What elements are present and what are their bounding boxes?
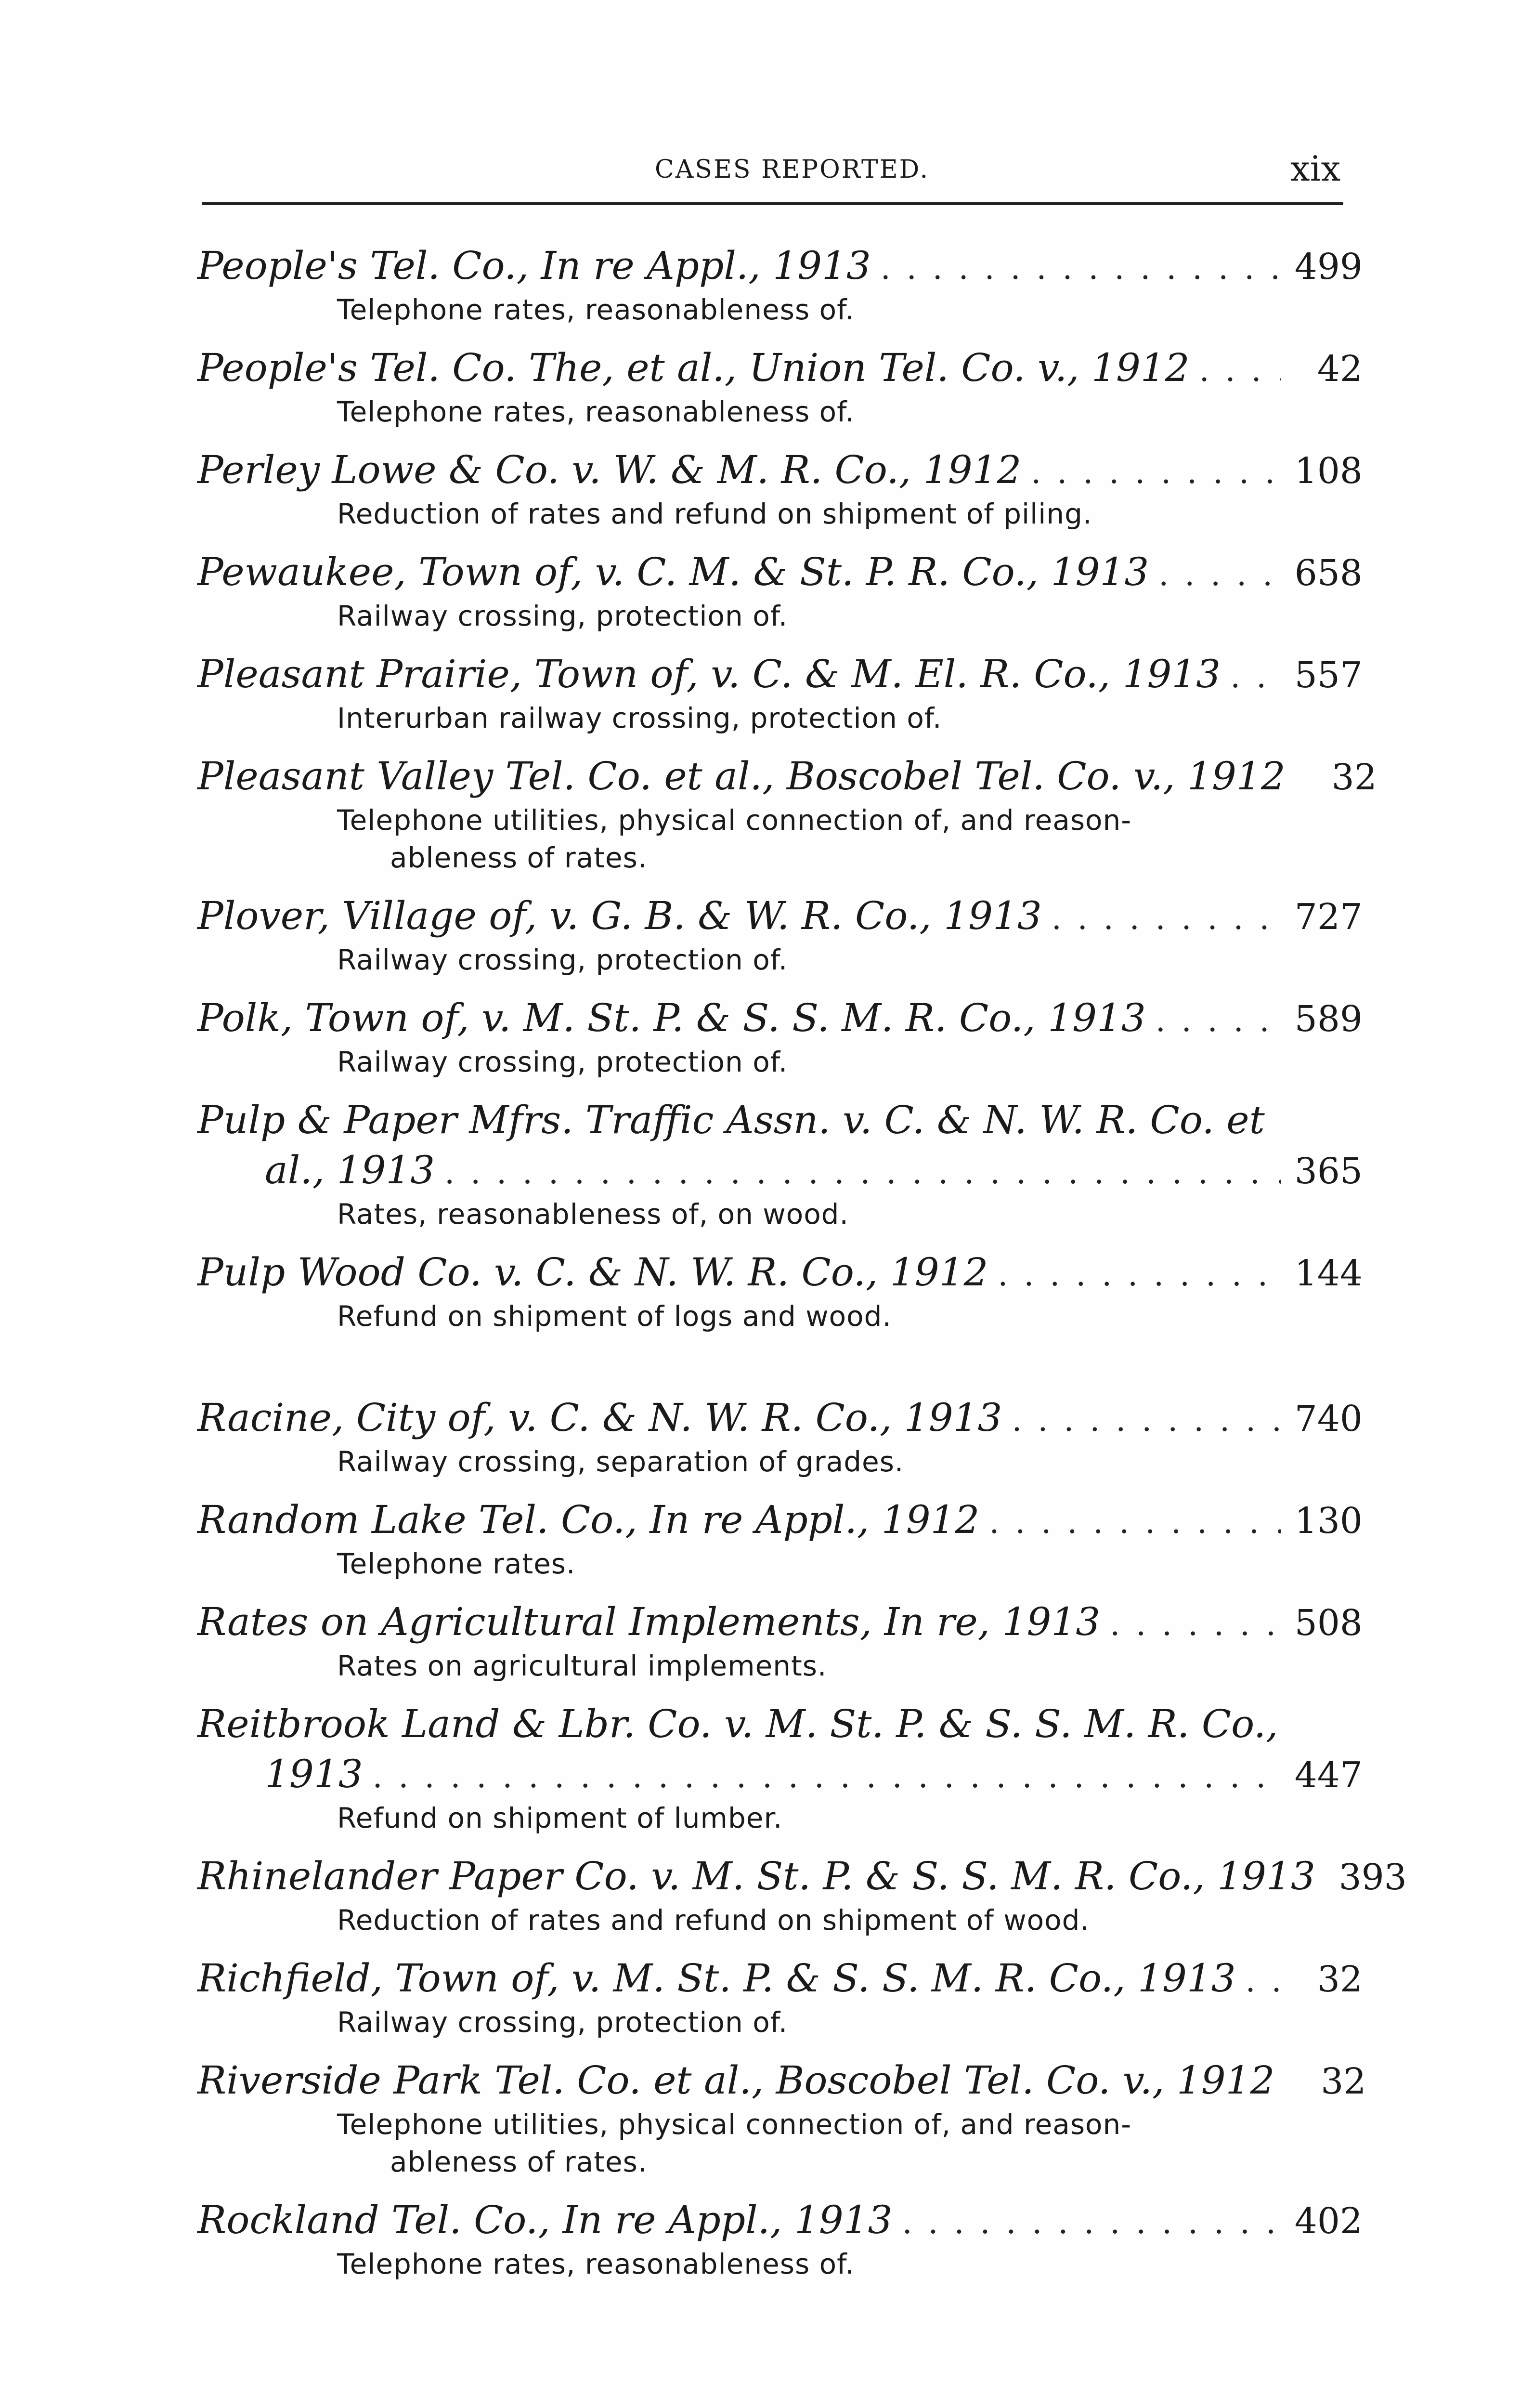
dot-leader — [998, 1250, 1281, 1300]
case-title: Plover, Village of, v. G. B. & W. R. Co., 1913 — [197, 893, 1042, 938]
page-reference: 32 — [1331, 757, 1377, 798]
case-title: Racine, City of, v. C. & N. W. R. Co., 1913 — [197, 1395, 1002, 1440]
case-entry — [197, 1247, 1363, 1335]
case-title: People's Tel. Co., In re Appl., 1913 — [197, 243, 871, 288]
dot-leader — [373, 1752, 1281, 1802]
case-title: Pulp Wood Co. v. C. & N. W. R. Co., 1912 — [197, 1250, 988, 1295]
case-title: Richfield, Town of, v. M. St. P. & S. S. M. R. Co., 1913 — [197, 1956, 1236, 2001]
case-topic: Refund on shipment of logs and wood. — [337, 1300, 892, 1333]
case-entry — [197, 1953, 1363, 2041]
case-topic: Railway crossing, protection of. — [337, 1046, 788, 1078]
page-number: xix — [1290, 148, 1341, 189]
case-entry — [197, 343, 1363, 431]
case-entry — [197, 1495, 1363, 1583]
case-topic: Telephone rates, reasonableness of. — [337, 395, 855, 428]
dot-leader — [1031, 447, 1281, 497]
case-entry — [197, 751, 1377, 877]
case-topic — [197, 2106, 1363, 2181]
page-reference: 393 — [1338, 1857, 1407, 1898]
page-reference: 32 — [1321, 2061, 1366, 2102]
case-entry — [197, 547, 1363, 635]
dot-leader — [1156, 995, 1281, 1046]
case-title: Reitbrook Land & Lbr. Co. v. M. St. P. & S. S. M. R. Co., — [197, 1701, 1278, 1746]
page-reference: 108 — [1294, 450, 1363, 492]
case-topic-line: Telephone utilities, physical connection of, and reason- — [337, 804, 1132, 837]
case-topic: Rates, reasonableness of, on wood. — [337, 1198, 849, 1230]
case-title-continuation: al., 1913 — [265, 1148, 435, 1192]
case-topic: Reduction of rates and refund on shipment of wood. — [337, 1904, 1090, 1937]
page-reference: 402 — [1294, 2200, 1363, 2242]
page-reference: 130 — [1294, 1500, 1363, 1542]
running-head: CASES REPORTED. — [655, 155, 930, 184]
case-title: Perley Lowe & Co. v. W. & M. R. Co., 1912 — [197, 447, 1022, 492]
page-reference: 447 — [1294, 1754, 1363, 1796]
case-topic-continuation: ableness of rates. — [390, 841, 648, 874]
page-reference: 42 — [1317, 348, 1363, 390]
case-topic-line: Telephone utilities, physical connection of, and reason- — [337, 2108, 1132, 2141]
page-reference: 499 — [1294, 246, 1363, 288]
page-reference: 508 — [1294, 1602, 1363, 1644]
case-title: Rhinelander Paper Co. v. M. St. P. & S. S. M. R. Co., 1913 — [197, 1854, 1315, 1898]
case-title: Rates on Agricultural Implements, In re, 1913 — [197, 1599, 1101, 1644]
case-index — [197, 241, 1407, 2297]
case-title: People's Tel. Co. The, et al., Union Tel. Co. v., 1912 — [197, 345, 1190, 390]
case-title: Riverside Park Tel. Co. et al., Boscobel Tel. Co. v., 1912 — [197, 2058, 1275, 2103]
case-entry — [197, 2195, 1363, 2283]
case-topic: Telephone rates, reasonableness of. — [337, 2248, 855, 2280]
case-topic: Railway crossing, protection of. — [337, 600, 788, 632]
case-title: Pulp & Paper Mfrs. Traffic Assn. v. C. & N. W. R. Co. et — [197, 1098, 1265, 1142]
case-title: Pewaukee, Town of, v. C. M. & St. P. R. Co., 1913 — [197, 550, 1149, 594]
page-reference: 144 — [1294, 1253, 1363, 1294]
page-reference: 740 — [1294, 1398, 1363, 1440]
case-topic — [197, 801, 1363, 877]
case-title: Pleasant Valley Tel. Co. et al., Boscobel Tel. Co. v., 1912 — [197, 754, 1286, 798]
dot-leader — [1199, 345, 1281, 395]
header-rule — [202, 202, 1343, 205]
case-topic: Reduction of rates and refund on shipment of piling. — [337, 497, 1092, 530]
case-title: Polk, Town of, v. M. St. P. & S. S. M. R. Co., 1913 — [197, 995, 1146, 1040]
page-reference: 589 — [1294, 998, 1363, 1040]
case-entry — [197, 891, 1363, 979]
case-topic: Rates on agricultural implements. — [337, 1649, 827, 1682]
dot-leader — [902, 2198, 1281, 2248]
case-topic: Railway crossing, protection of. — [337, 2006, 788, 2039]
case-topic: Railway crossing, separation of grades. — [337, 1445, 904, 1478]
case-topic: Telephone rates. — [337, 1547, 576, 1580]
case-entry — [197, 1095, 1363, 1233]
case-entry — [197, 993, 1363, 1081]
dot-leader — [881, 243, 1281, 293]
case-topic: Interurban railway crossing, protection of. — [337, 702, 942, 734]
dot-leader — [444, 1148, 1281, 1198]
case-topic-continuation: ableness of rates. — [390, 2146, 648, 2178]
case-entry — [197, 1597, 1363, 1685]
case-entry — [197, 1393, 1363, 1480]
case-title: Rockland Tel. Co., In re Appl., 1913 — [197, 2198, 893, 2242]
case-entry — [197, 1851, 1407, 1939]
case-entry — [197, 649, 1363, 737]
page-reference: 365 — [1294, 1151, 1363, 1192]
dot-leader — [1052, 893, 1281, 943]
dot-leader — [1012, 1395, 1281, 1445]
page-reference: 32 — [1317, 1959, 1363, 2000]
case-title: Pleasant Prairie, Town of, v. C. & M. El. R. Co., 1913 — [197, 652, 1221, 696]
page-reference: 727 — [1294, 896, 1363, 938]
case-topic: Railway crossing, protection of. — [337, 943, 788, 976]
case-topic: Telephone rates, reasonableness of. — [337, 293, 855, 326]
dot-leader — [1230, 652, 1281, 702]
page-reference: 557 — [1294, 654, 1363, 696]
case-topic: Refund on shipment of lumber. — [337, 1802, 783, 1834]
dot-leader — [1110, 1599, 1281, 1649]
dot-leader — [1158, 550, 1281, 600]
case-title: Random Lake Tel. Co., In re Appl., 1912 — [197, 1497, 980, 1542]
case-entry — [197, 445, 1363, 533]
case-entry — [197, 1699, 1363, 1837]
dot-leader — [1246, 1956, 1281, 2006]
dot-leader — [989, 1497, 1281, 1547]
case-entry — [197, 241, 1363, 328]
page-reference: 658 — [1294, 552, 1363, 594]
case-title-continuation: 1913 — [265, 1752, 363, 1796]
case-entry — [197, 2055, 1366, 2181]
